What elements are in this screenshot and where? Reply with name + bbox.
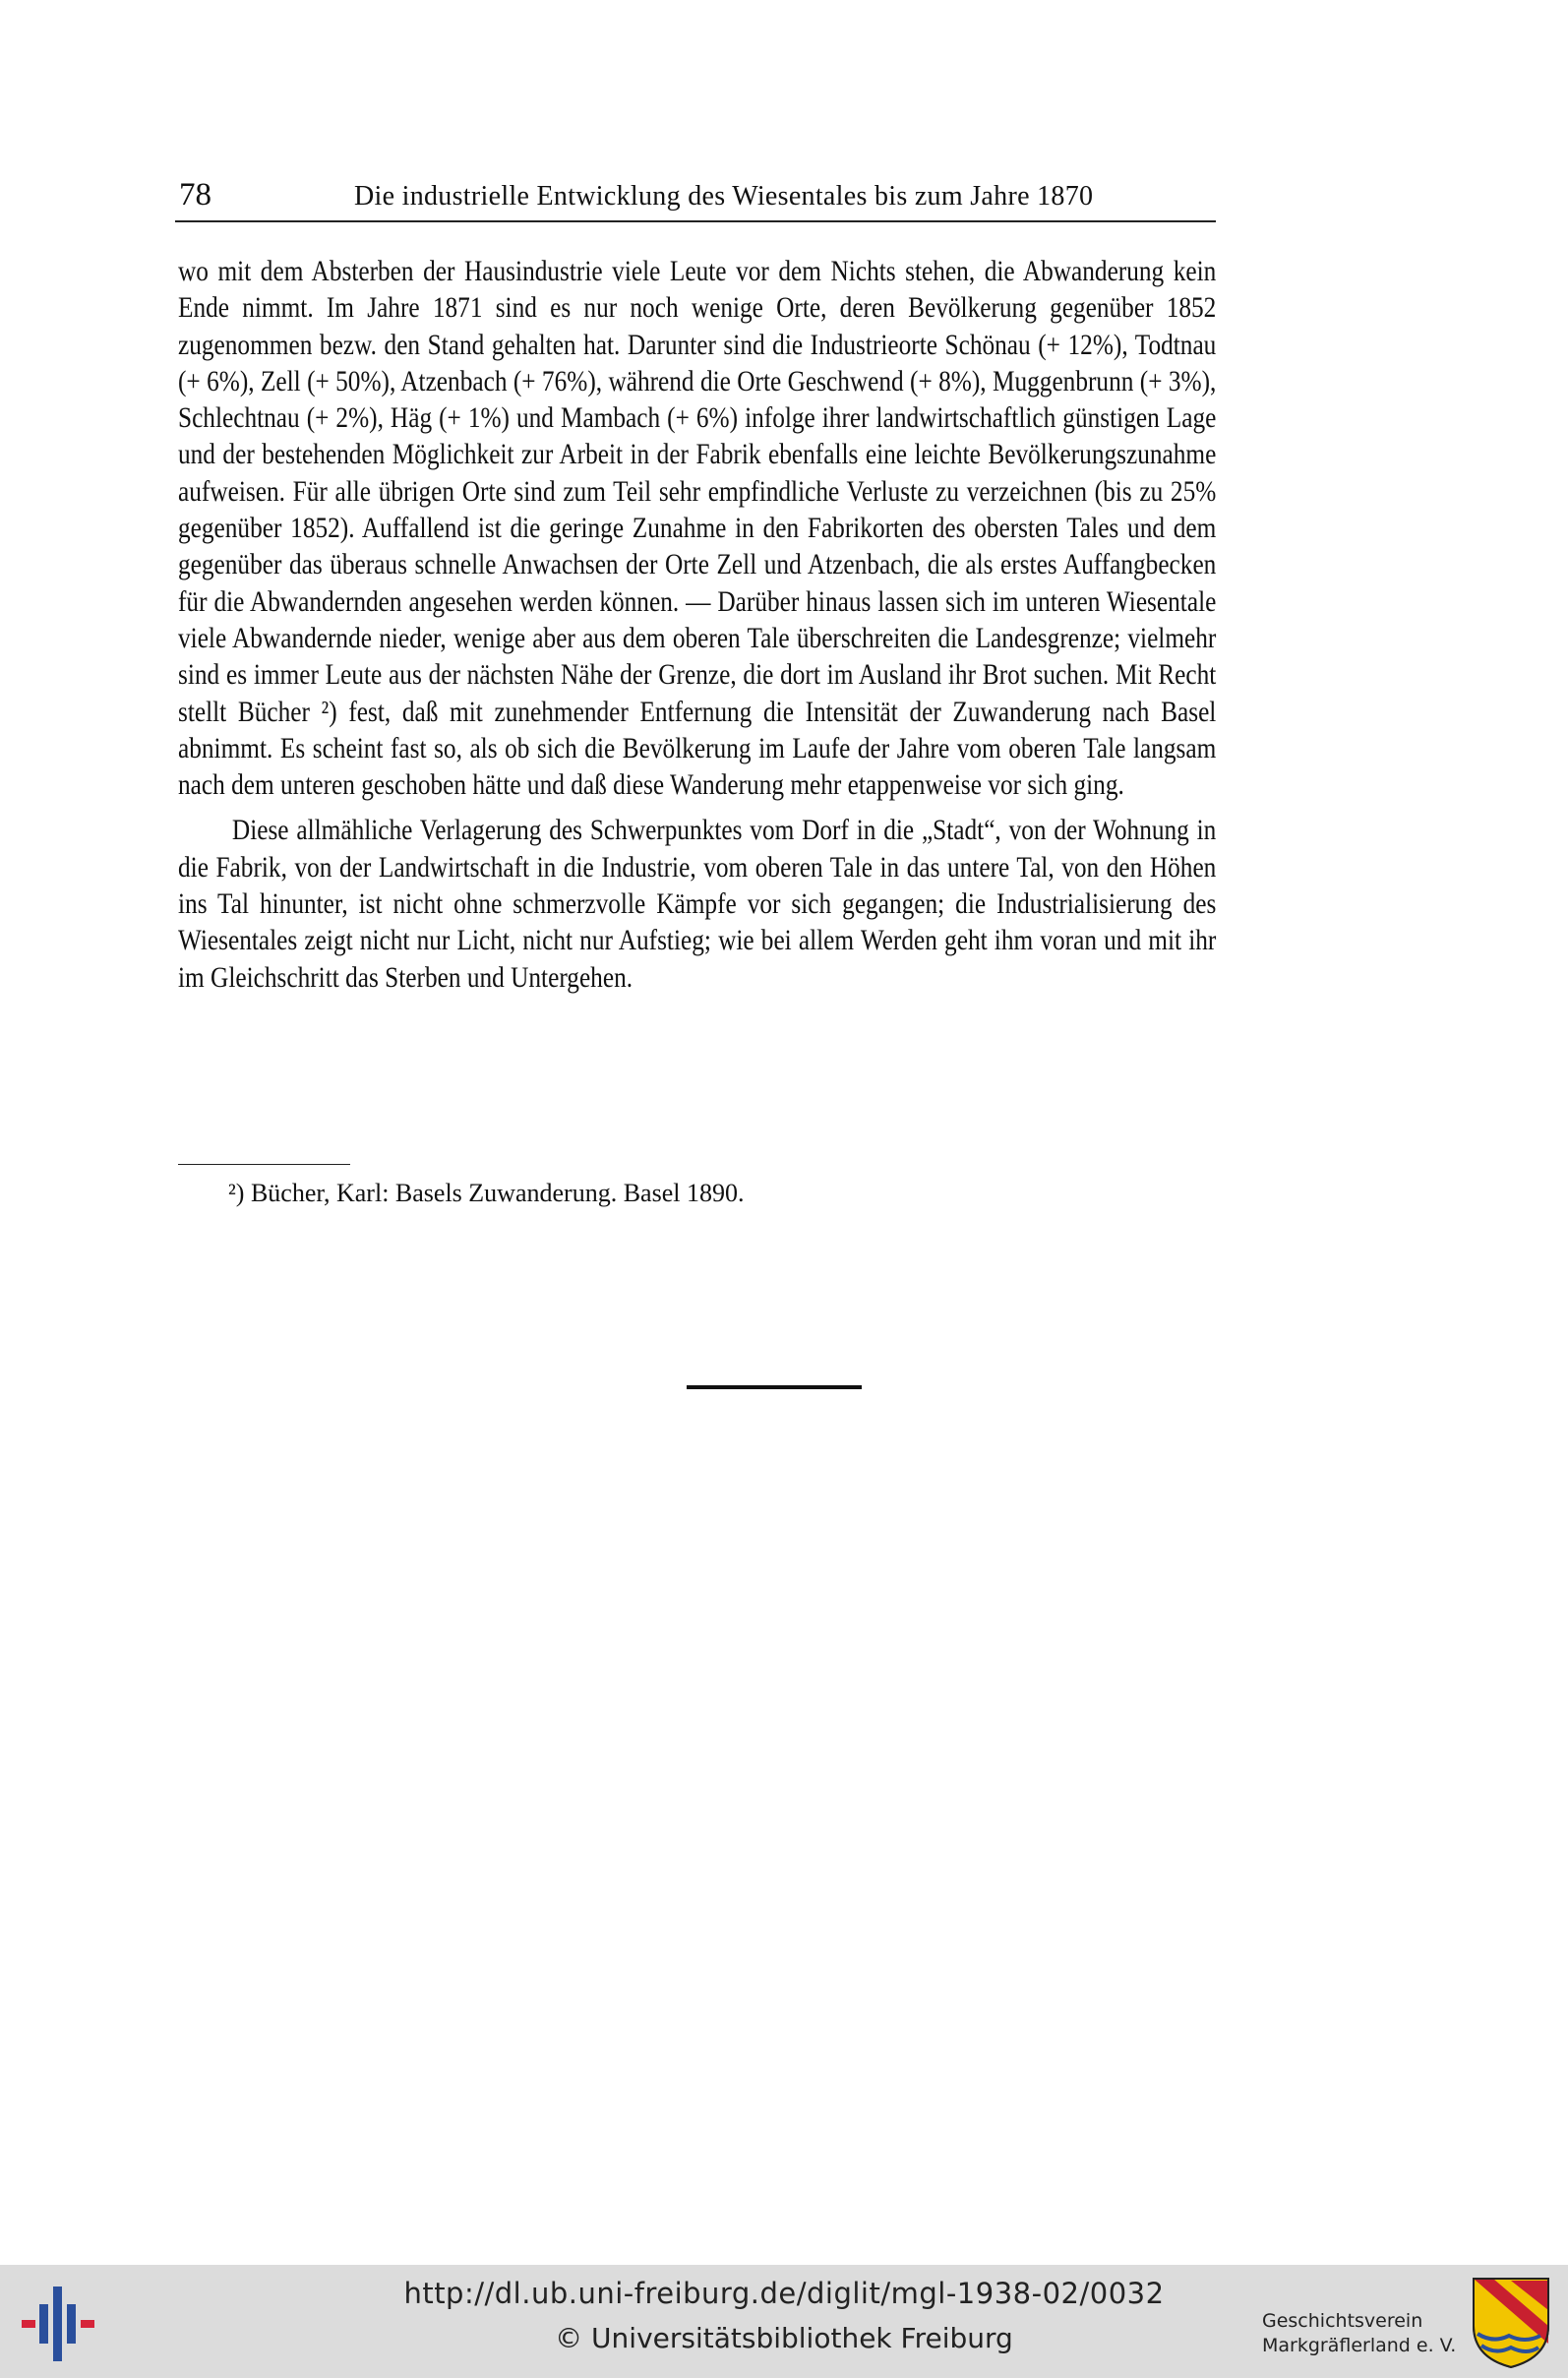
page-header bbox=[175, 173, 1216, 222]
society-line-1: Geschichtsverein bbox=[1262, 2310, 1423, 2332]
body-text bbox=[178, 254, 1216, 997]
page-number: 78 bbox=[179, 177, 211, 213]
footer-bar bbox=[0, 2265, 1568, 2378]
paragraph-2: Diese allmähliche Verlagerung des Schwerpunktes vom Dorf in die „Stadt“, von der Wohnung in die Fabrik, von der Landwirtschaft in die Industrie, vom oberen Tale in das untere Tal, von den Höhen ins Tal hinunter, ist nicht ohne schmerzvolle Kämpfe vor sich gegangen; die Industrialisierung des Wiesentales zeigt nicht nur Licht, nicht nur Aufstieg; wie bei allem Werden geht ihm voran und mit ihr im Gleichschritt das Sterben und Untergehen. bbox=[178, 815, 1217, 994]
coat-of-arms-icon bbox=[1470, 2275, 1552, 2371]
footer-url[interactable]: http://dl.ub.uni-freiburg.de/diglit/mgl-1938-02/0032 bbox=[403, 2277, 1165, 2310]
paragraph-1: wo mit dem Absterben der Hausindustrie viele Leute vor dem Nichts stehen, die Abwanderung kein Ende nimmt. Im Jahre 1871 sind es nur noch wenige Orte, deren Bevölkerung gegenüber 1852 zugenommen bezw. den Stand gehalten hat. Darunter sind die Industrieorte Schönau (+ 12%), Todtnau (+ 6%), Zell (+ 50%), Atzenbach (+ 76%), während die Orte Geschwend (+ 8%), Muggenbrunn (+ 3%), Schlechtnau (+ 2%), Häg (+ 1%) und Mambach (+ 6%) infolge ihrer landwirtschaftlich günstigen Lage und der bestehenden Möglichkeit zur Arbeit in der Fabrik ebenfalls eine leichte Bevölkerungszunahme aufweisen. Für alle übrigen Orte sind zum Teil sehr empfindliche Verluste zu verzeichnen (bis zu 25% gegenüber 1852). Auffallend ist die geringe Zunahme in den Fabrikorten des obersten Tales und dem gegenüber das überaus schnelle Anwachsen der Orte Zell und Atzenbach, die als erstes Auffangbecken für die Abwandernden angesehen werden können. — Darüber hinaus lassen sich im unteren Wiesentale viele Abwandernde nieder, wenige aber aus dem oberen Tale überschreiten die Landesgrenze; vielmehr sind es immer Leute aus der nächsten Nähe der Grenze, die dort im Ausland ihr Brot suchen. Mit Recht stellt Bücher ²) fest, daß mit zunehmender Entfernung die Intensität der Zuwanderung nach Basel abnimmt. Es scheint fast so, als ob sich die Bevölkerung im Laufe der Jahre vom oberen Tale langsam nach dem unteren geschoben hätte und daß diese Wanderung mehr etappenweise vor sich ging. bbox=[178, 256, 1217, 802]
footnote-rule bbox=[178, 1164, 350, 1165]
society-name bbox=[1262, 2309, 1456, 2358]
society-line-2: Markgräflerland e. V. bbox=[1262, 2335, 1457, 2356]
footer-copyright: © Universitätsbibliothek Freiburg bbox=[555, 2322, 1013, 2354]
end-of-chapter-rule bbox=[687, 1385, 862, 1389]
running-title: Die industrielle Entwicklung des Wiesentales bis zum Jahre 1870 bbox=[354, 181, 1094, 212]
footnote: ²) Bücher, Karl: Basels Zuwanderung. Basel 1890. bbox=[228, 1179, 745, 1207]
